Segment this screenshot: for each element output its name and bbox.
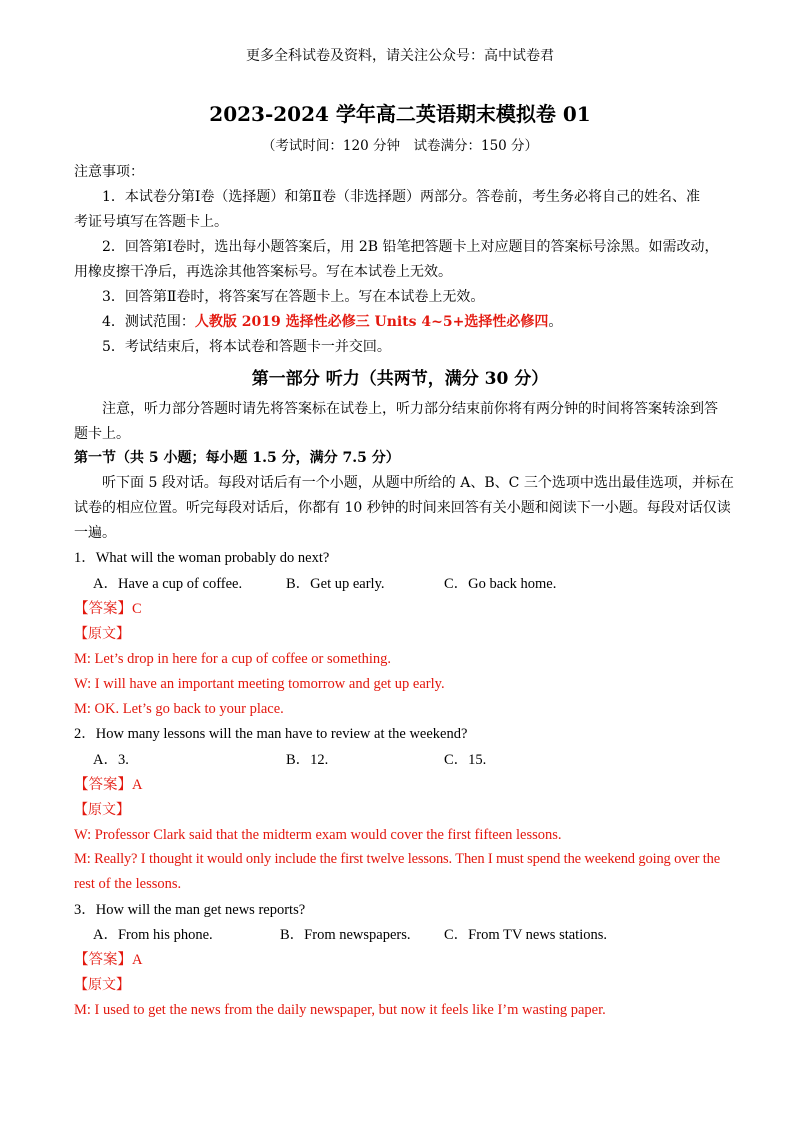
- question-3-source-label: 【原文】: [74, 977, 130, 993]
- question-3-option-b: B．From newspapers.: [280, 927, 411, 943]
- part1-note-line-1: 注意，听力部分答题时请先将答案标在试卷上，听力部分结束前你将有两分钟的时间将答案转涂到答: [102, 401, 718, 417]
- question-1-stem: 1．What will the woman probably do next?: [74, 550, 330, 566]
- test-scope: 人教版 2019 选择性必修三 Units 4~5+选择性必修四: [194, 314, 549, 330]
- question-3-answer: 【答案】A: [74, 952, 143, 968]
- note-item-5: 5．考试结束后，将本试卷和答题卡一并交回。: [102, 339, 391, 355]
- section1-instr-line-1: 听下面 5 段对话。每段对话后有一个小题，从题中所给的 A、B、C 三个选项中选出最佳选项，并标在: [102, 475, 734, 491]
- question-1-option-b: B．Get up early.: [286, 576, 385, 592]
- page-title: 2023-2024 学年高二英语期末模拟卷 01: [209, 102, 591, 126]
- exam-info: （考试时间：120 分钟 试卷满分：150 分）: [261, 138, 539, 154]
- header-note: 更多全科试卷及资料，请关注公众号：高中试卷君: [246, 48, 554, 64]
- section1-instr-line-3: 一遍。: [74, 525, 116, 541]
- note-item-4-suffix: 。: [548, 314, 563, 330]
- question-2-answer: 【答案】A: [74, 777, 143, 793]
- question-3-option-c: C．From TV news stations.: [444, 927, 608, 943]
- question-1-option-a: A．Have a cup of coffee.: [93, 576, 243, 592]
- question-1-transcript-line-2: W: I will have an important meeting tomorrow and get up early.: [74, 676, 445, 692]
- section1-instr-line-2: 试卷的相应位置。听完每段对话后，你都有 10 秒钟的时间来回答有关小题和阅读下一小题。每段对话仅读: [74, 500, 731, 516]
- question-2-stem: 2．How many lessons will the man have to review at the weekend?: [74, 726, 468, 742]
- note-item-1-line-2: 考证号填写在答题卡上。: [74, 214, 228, 230]
- question-2-transcript-line-3: rest of the lessons.: [74, 876, 182, 892]
- note-item-4: [102, 310, 756, 335]
- question-2-option-b: B．12.: [286, 752, 329, 768]
- question-2-source-label: 【原文】: [74, 802, 130, 818]
- question-3-stem: 3．How will the man get news reports?: [74, 902, 306, 918]
- question-3-transcript-line-1: M: I used to get the news from the daily newspaper, but now it feels like I’m wasting paper.: [74, 1002, 606, 1018]
- note-item-4-prefix: 4．测试范围：: [102, 314, 195, 330]
- question-2-option-a: A．3.: [93, 752, 129, 768]
- question-1-transcript-line-3: M: OK. Let’s go back to your place.: [74, 701, 284, 717]
- question-3-option-a: A．From his phone.: [93, 927, 213, 943]
- question-2-option-c: C．15.: [444, 752, 487, 768]
- note-item-3: 3．回答第Ⅱ卷时，将答案写在答题卡上。写在本试卷上无效。: [102, 289, 485, 305]
- question-1-option-c: C．Go back home.: [444, 576, 557, 592]
- question-1-answer: 【答案】C: [74, 601, 142, 617]
- part1-title: 第一部分 听力（共两节，满分 30 分）: [251, 369, 549, 389]
- note-item-1-line-1: 1．本试卷分第Ⅰ卷（选择题）和第Ⅱ卷（非选择题）两部分。答卷前，考生务必将自己的姓名、准: [102, 189, 700, 205]
- notes-heading: 注意事项：: [74, 164, 144, 180]
- question-1-transcript-line-1: M: Let’s drop in here for a cup of coffee or something.: [74, 651, 392, 667]
- question-1-source-label: 【原文】: [74, 626, 130, 642]
- section1-title: 第一节（共 5 小题；每小题 1.5 分，满分 7.5 分）: [74, 450, 400, 466]
- note-item-2-line-1: 2．回答第Ⅰ卷时，选出每小题答案后，用 2B 铅笔把答题卡上对应题目的答案标号涂黑。如需改动，: [102, 239, 719, 255]
- question-2-transcript-line-2: M: Really? I thought it would only include the first twelve lessons. Then I must spend the weekend going over the: [74, 851, 721, 867]
- question-2-transcript-line-1: W: Professor Clark said that the midterm exam would cover the first fifteen lessons.: [74, 827, 562, 843]
- part1-note-line-2: 题卡上。: [74, 426, 130, 442]
- note-item-2-line-2: 用橡皮擦干净后，再选涂其他答案标号。写在本试卷上无效。: [74, 264, 452, 280]
